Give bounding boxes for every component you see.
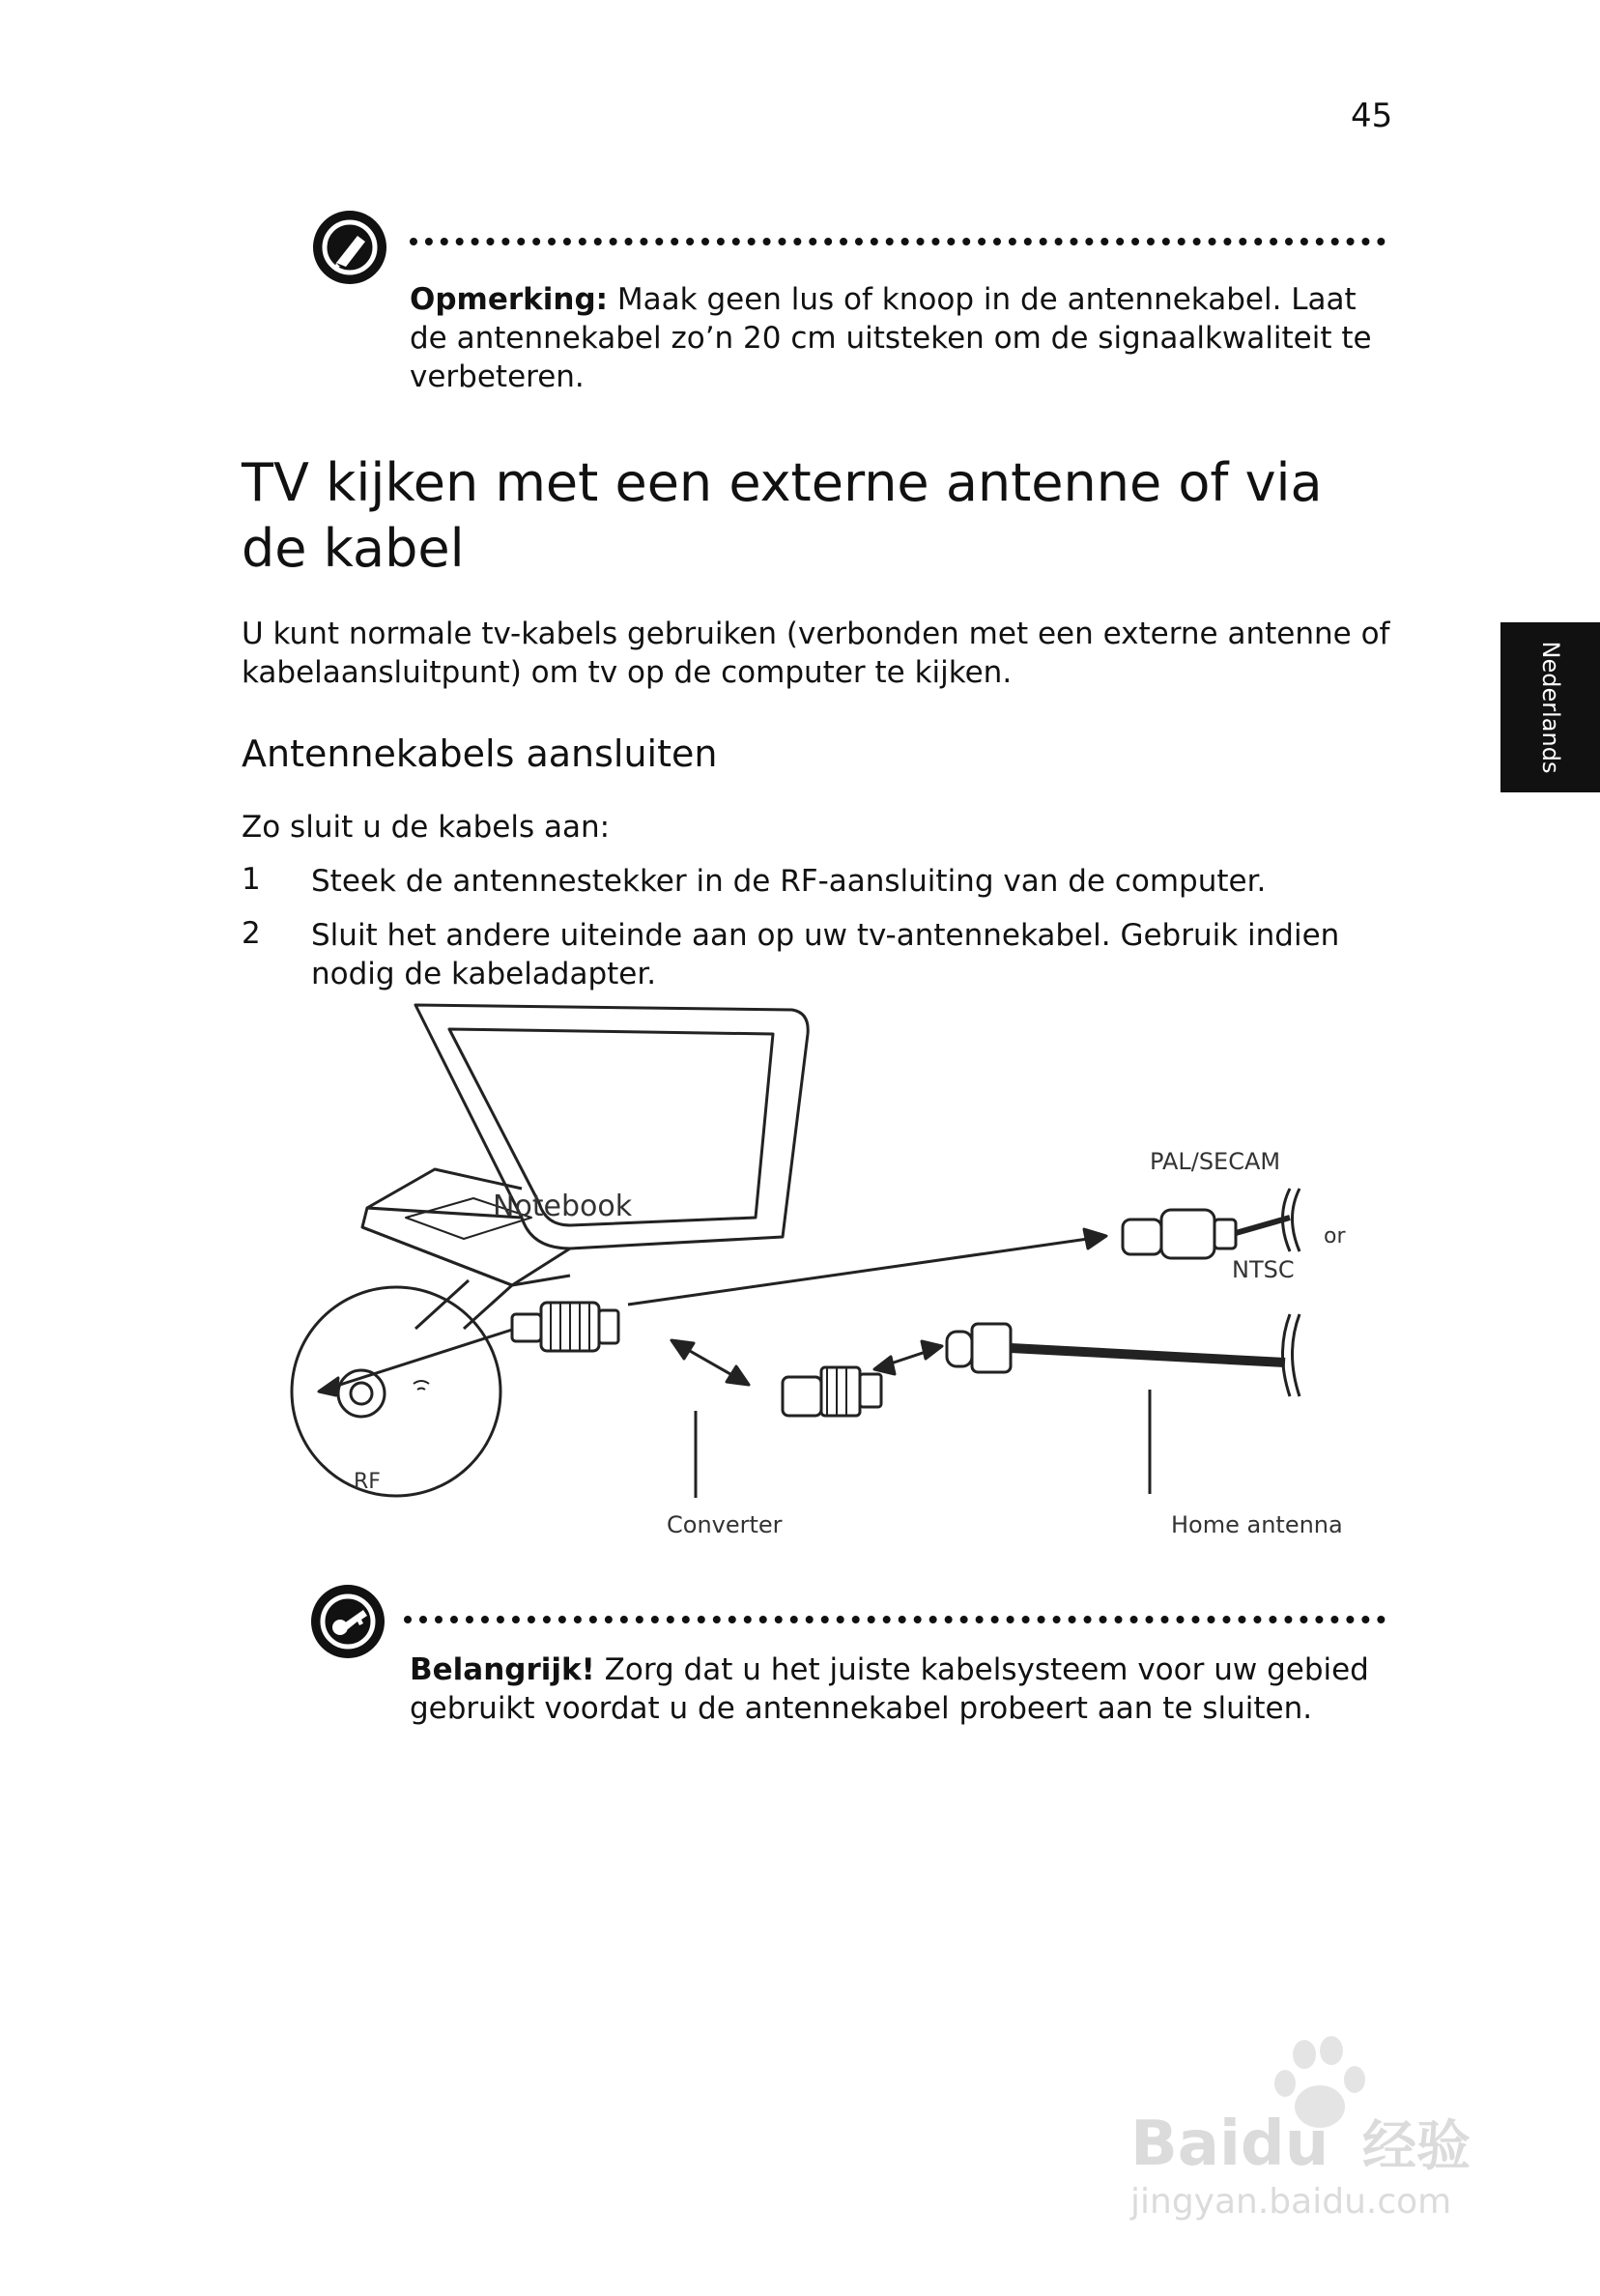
rf-callout-line (415, 1280, 469, 1329)
antenna-connection-diagram (280, 995, 1401, 1546)
label-home-antenna: Home antenna (1171, 1511, 1343, 1538)
step-text: Sluit het andere uiteinde aan op uw tv-antennekabel. Gebruik indien nodig de kabeladapter. (311, 918, 1340, 991)
ntsc-plug (947, 1314, 1300, 1396)
step-text: Steek de antennestekker in de RF-aansluiting van de computer. (311, 864, 1267, 899)
label-rf: RF (354, 1470, 381, 1494)
section-heading: TV kijken met een externe antenne of via de kabel (242, 452, 1323, 579)
notebook-plug (512, 1303, 618, 1351)
label-notebook: Notebook (493, 1190, 633, 1223)
label-pal-secam: PAL/SECAM (1150, 1148, 1281, 1175)
converter-adapter (783, 1367, 881, 1416)
note-body: Maak geen lus of knoop in de antennekabel. Laat de antennekabel zo’n 20 cm uitsteken om de signaalkwaliteit te verbeteren. (410, 282, 1372, 394)
rf-callout-line (464, 1285, 512, 1329)
page-number: 45 (1351, 97, 1393, 135)
language-tab-label: Nederlands (1536, 641, 1564, 774)
step-number: 2 (242, 916, 261, 951)
note-label: Belangrijk! (410, 1652, 595, 1687)
watermark-brand: Baidu (1130, 2109, 1329, 2180)
arrow-to-pal-plug (628, 1237, 1101, 1305)
wireless-icon (414, 1381, 429, 1390)
watermark-url: jingyan.baidu.com (1130, 2182, 1452, 2222)
note-label: Opmerking: (410, 282, 609, 317)
note-belangrijk (410, 1650, 1386, 1728)
note-divider (410, 238, 1386, 245)
watermark-brand-cn: 经验 (1362, 2115, 1471, 2178)
step-number: 1 (242, 862, 261, 897)
subsection-heading: Antennekabels aansluiten (242, 732, 718, 775)
label-or: or (1324, 1224, 1346, 1248)
intro-paragraph: U kunt normale tv-kabels gebruiken (verbonden met een externe antenne of kabelaansluitpunt) om tv op de computer te kijken. (242, 617, 1390, 690)
pen-note-icon (313, 211, 386, 284)
steps-intro: Zo sluit u de kabels aan: (242, 810, 611, 845)
label-ntsc: NTSC (1232, 1256, 1295, 1283)
notebook-illustration (362, 1005, 808, 1285)
key-important-icon (311, 1585, 385, 1658)
baidu-watermark (1111, 2020, 1517, 2232)
note-body: Zorg dat u het juiste kabelsysteem voor uw gebied gebruikt voordat u de antennekabel probeert aan te sluiten. (410, 1652, 1369, 1726)
language-tab (1500, 622, 1600, 792)
note-divider (404, 1616, 1386, 1623)
note-opmerking (410, 280, 1386, 396)
pal-secam-plug (1123, 1189, 1300, 1258)
label-converter: Converter (667, 1511, 783, 1538)
